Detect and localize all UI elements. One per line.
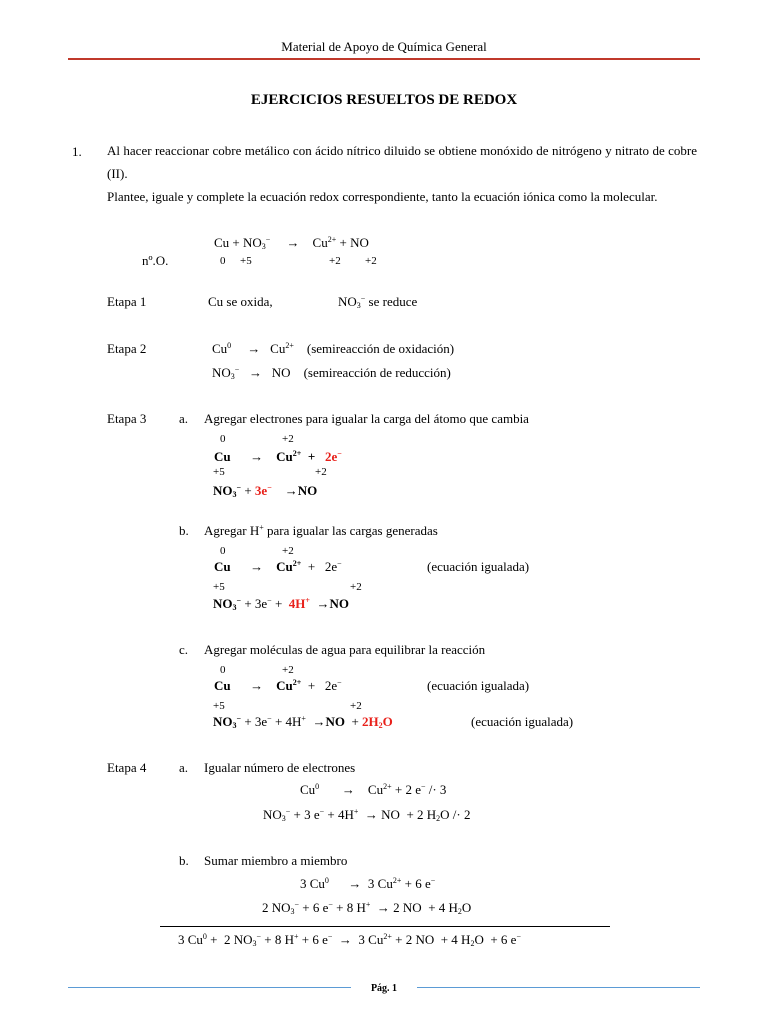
problem-number: 1. [72,144,82,159]
sum-rule [160,926,610,927]
eq-3a-ox: Cu → $Cu^{2+} + 2e^-$ [214,449,342,464]
ox-number: 0 [220,545,226,557]
igualada-note: (ecuación igualada) [471,714,574,729]
igualada-note: (ecuación igualada) [427,559,530,574]
page-title: EJERCICIOS RESUELTOS DE REDOX [250,92,518,108]
eq-4a-ox: Cu$^0$ → $Cu^{2+} + 2$ e− /· 3 [300,782,447,797]
step-letter: b. [179,523,189,538]
eq-3b-red: $NO_3^- + 3e^- + 4H^+ \to NO$ [213,596,349,612]
eq-3b-ox: Cu → $Cu^{2+} + 2e^-$ [214,559,342,574]
etapa-2-oxidation: Cu$^0$ → $Cu^{2+}$ (semireacción de oxidación) [212,341,455,356]
igualada-note: (ecuación igualada) [427,678,530,693]
step-text: Agregar electrones para igualar la carga del átomo que cambia [204,411,529,426]
etapa-1-label: Etapa 1 [107,294,147,309]
problem-text-2: Plantee, iguale y complete la ecuación redox correspondiente, tanto la ecuación iónica como la molecular. [107,189,658,204]
step-letter: a. [179,760,189,775]
ox-number: +5 [213,581,225,593]
ox-number: 0 [220,664,226,676]
step-letter: a. [179,411,189,426]
eq-4b-sum: 3 $Cu^0 + 2$ $NO_3^- + 8$ H+ + 6 e− → 3 $Cu^{2+} + 2$ NO + 4 $H_2O + 6$ e− [178,932,521,948]
eq-4b-ox: 3 Cu$^0$ → 3 $Cu^{2+} + 6$ e− [300,876,436,891]
page-header: Material de Apoyo de Química General [281,39,487,54]
etapa-3-label: Etapa 3 [107,411,147,426]
step-text: Igualar número de electrones [204,760,356,775]
ox-number: 0 [220,433,226,445]
ox-number: +5 [213,466,225,478]
step-text: Sumar miembro a miembro [204,853,348,868]
etapa-2-reduction: $NO_3^-$ → NO (semireacción de reducción) [212,365,451,381]
etapa-1-oxid: Cu se oxida, [208,294,273,309]
ox-number: +2 [282,433,294,445]
etapa-1-reduce: $NO_3^-$ se reduce [338,294,418,310]
ox-number: +2 [329,255,341,267]
ox-number: +2 [282,545,294,557]
ox-number: +2 [315,466,327,478]
etapa-2-label: Etapa 2 [107,341,147,356]
ox-number: 0 [220,255,226,267]
page-number: Pág. 1 [370,983,398,994]
ox-number: +2 [350,700,362,712]
eq-3a-red: $NO_3^- + 3e^-$ →NO [213,483,318,499]
footer-rule-right [417,987,700,988]
eq-3c-ox: Cu → $Cu^{2+} + 2e^-$ [214,678,342,693]
ox-number: +5 [240,255,252,267]
ox-number: +2 [350,581,362,593]
problem-text-1: Al hacer reaccionar cobre metálico con ácido nítrico diluido se obtiene monóxido de nitrógeno y nitrato de cobre (II). [107,143,697,181]
header-rule [68,58,700,60]
oxidation-number-label: nº.O. [142,253,169,268]
eq-3c-red: $NO_3^- + 3e^- + 4H^+ \to NO + 2H_2O$ [213,714,393,730]
eq-4a-red: $NO_3^- + 3$ e− + 4H+ → NO + 2 $H_2O /\cdot 2$ [263,807,471,823]
etapa-4-label: Etapa 4 [107,760,147,775]
eq-4b-red: 2 $NO_3^- + 6$ e− + 8 H+ → 2 NO + 4 $H_2O$ [262,900,472,916]
step-letter: b. [179,853,189,868]
step-text: Agregar moléculas de agua para equilibrar la reacción [204,642,486,657]
step-text: Agregar H+ para igualar las cargas generadas [204,523,438,538]
initial-equation: $Cu + NO_3^-$ → $Cu^{2+}$ + NO [214,235,369,251]
ox-number: +5 [213,700,225,712]
step-letter: c. [179,642,189,657]
ox-number: +2 [365,255,377,267]
ox-number: +2 [282,664,294,676]
